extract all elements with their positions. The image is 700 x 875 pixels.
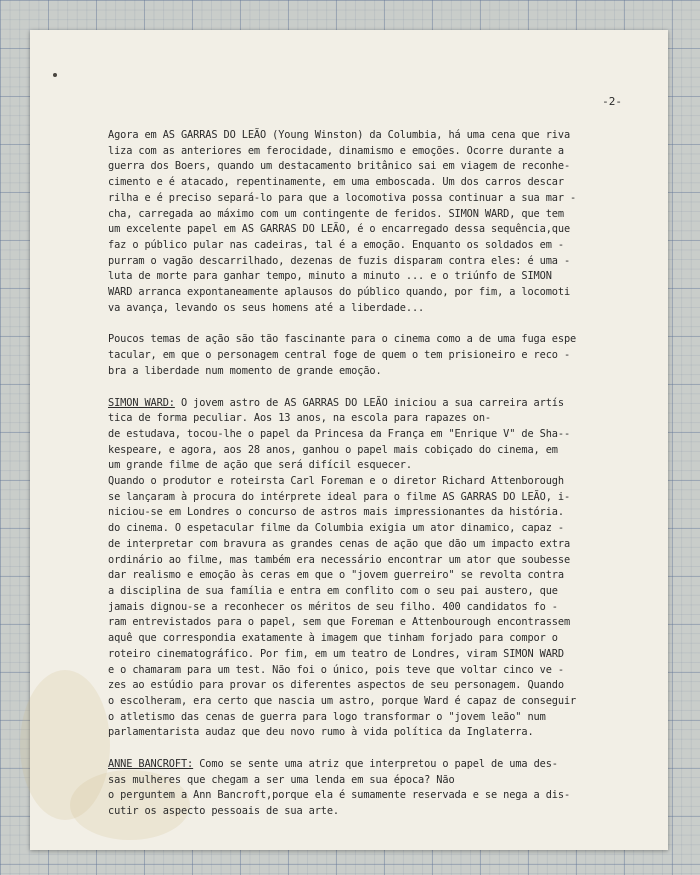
paragraph-gap [108,380,586,396]
text-line: tacular, em que o personagem central foge de quem o tem prisioneiro e reco - [108,349,571,362]
section-first-line [108,757,586,773]
text-line: cimento e é atacado, repentinamente, em uma emboscada. Um dos carros descar [108,176,564,189]
text-line: o escolheram, era certo que nascia um astro, porque Ward é capaz de conseguir [108,694,577,707]
text-line: niciou-se em Londres o concurso de astros mais impressionantes da história. [108,506,564,519]
text-line: roteiro cinematográfico. Por fim, em um teatro de Londres, viram SIMON WARD [108,647,564,660]
text-line: parlamentarista audaz que deu novo rumo à vida política da Inglaterra. [108,726,534,739]
text-line: kespeare, e agora, aos 28 anos, ganhou o papel mais cobiçado do cinema, em [108,443,558,456]
text-fragment: Como se sente uma atriz que interpretou o papel de uma des- [193,758,558,771]
text-line: ram entrevistados para o papel, sem que Foreman e Attenbourough encontrassem [108,616,571,629]
text-line-indented: tica de forma peculiar. Aos 13 anos, na escola para rapazes on- [108,412,491,425]
text-line: do cinema. O espetacular filme da Columbia exigia um ator dinamico, capaz - [108,522,564,535]
text-line: se lançaram à procura do intérprete ideal para o filme AS GARRAS DO LEÃO, i- [108,490,571,503]
text-line: WARD arranca expontaneamente aplausos do público quando, por fim, a locomoti [108,286,571,299]
text-line: de interpretar com bravura as grandes cenas de ação que dão um impacto extra [108,537,571,550]
paragraph-gap [108,316,586,332]
section-heading-anne-bancroft: ANNE BANCROFT: [108,758,194,771]
paragraph-escape-themes [108,332,586,379]
text-line-indented: sas mulheres que chegam a ser uma lenda em sua época? Não [108,773,455,786]
text-line: Poucos temas de ação são tão fascinante para o cinema como a de uma fuga espe [108,333,577,346]
text-line: cutir os aspecto pessoais de sua arte. [108,805,340,818]
text-line: Quando o produtor e roteirsta Carl Foreman e o diretor Richard Attenborough [108,475,564,488]
text-line: purram o vagão descarrilhado, dezenas de fuzis disparam contra eles: é uma - [108,254,571,267]
text-line: um excelente papel em AS GARRAS DO LEÃO, é o encarregado dessa sequência,que [108,223,571,236]
section-first-line [108,396,586,412]
page-number: -2- [602,95,622,108]
document-body [108,128,586,820]
section-anne-bancroft [108,757,586,820]
text-line: bra a liberdade num momento de grande emoção. [108,364,382,377]
text-line: e o chamaram para um test. Não foi o único, pois teve que voltar cinco ve - [108,663,564,676]
text-line: dar realismo e emoção às ceras em que o "jovem guerreiro" se revolta contra [108,569,564,582]
text-line: luta de morte para ganhar tempo, minuto a minuto ... e o triúnfo de SIMON [108,270,552,283]
text-line: rilha e é preciso separá-lo para que a locomotiva possa continuar a sua mar - [108,191,577,204]
text-line: aquê que correspondia exatamente à imagem que tinham forjado para compor o [108,632,558,645]
text-line: o atletismo das cenas de guerra para logo transformar o "jovem leão" num [108,710,546,723]
text-fragment: O jovem astro de AS GARRAS DO LEÃO iniciou a sua carreira artís [174,396,564,409]
text-line: guerra dos Boers, quando um destacamento britânico sai em viagem de reconhe- [108,160,571,173]
text-line: Agora em AS GARRAS DO LEÃO (Young Winston) da Columbia, há uma cena que riva [108,129,571,141]
paragraph-scene-description [108,128,586,316]
text-line: liza com as anteriores em ferocidade, dinamismo e emoções. Ocorre durante a [108,144,564,157]
text-line: um grande filme de ação que será difícil esquecer. [108,459,412,472]
section-heading-simon-ward: SIMON WARD: [108,396,175,409]
text-line: jamais dignou-se a reconhecer os méritos de seu filho. 400 candidatos fo - [108,600,558,613]
text-line: ordinário ao filme, mas também era necessário encontrar um ator que soubesse [108,553,571,566]
text-line: de estudava, tocou-lhe o papel da Princesa da França em "Enrique V" de Sha-- [108,427,571,440]
text-line: va avança, levando os seus homens até a liberdade... [108,301,425,314]
section-simon-ward [108,396,586,741]
text-line: o perguntem a Ann Bancroft,porque ela é sumamente reservada e se nega a dis- [108,789,571,802]
text-line: faz o público pular nas cadeiras, tal é a emoção. Enquanto os soldados em - [108,238,564,251]
text-line: cha, carregada ao máximo com um contingente de feridos. SIMON WARD, que tem [108,207,564,220]
paper-hole [53,73,57,77]
paragraph-gap [108,741,586,757]
text-line: zes ao estúdio para provar os diferentes aspectos de seu personagem. Quando [108,679,564,692]
text-line: a disciplina de sua família e entra em conflito com o seu pai austero, que [108,584,558,597]
